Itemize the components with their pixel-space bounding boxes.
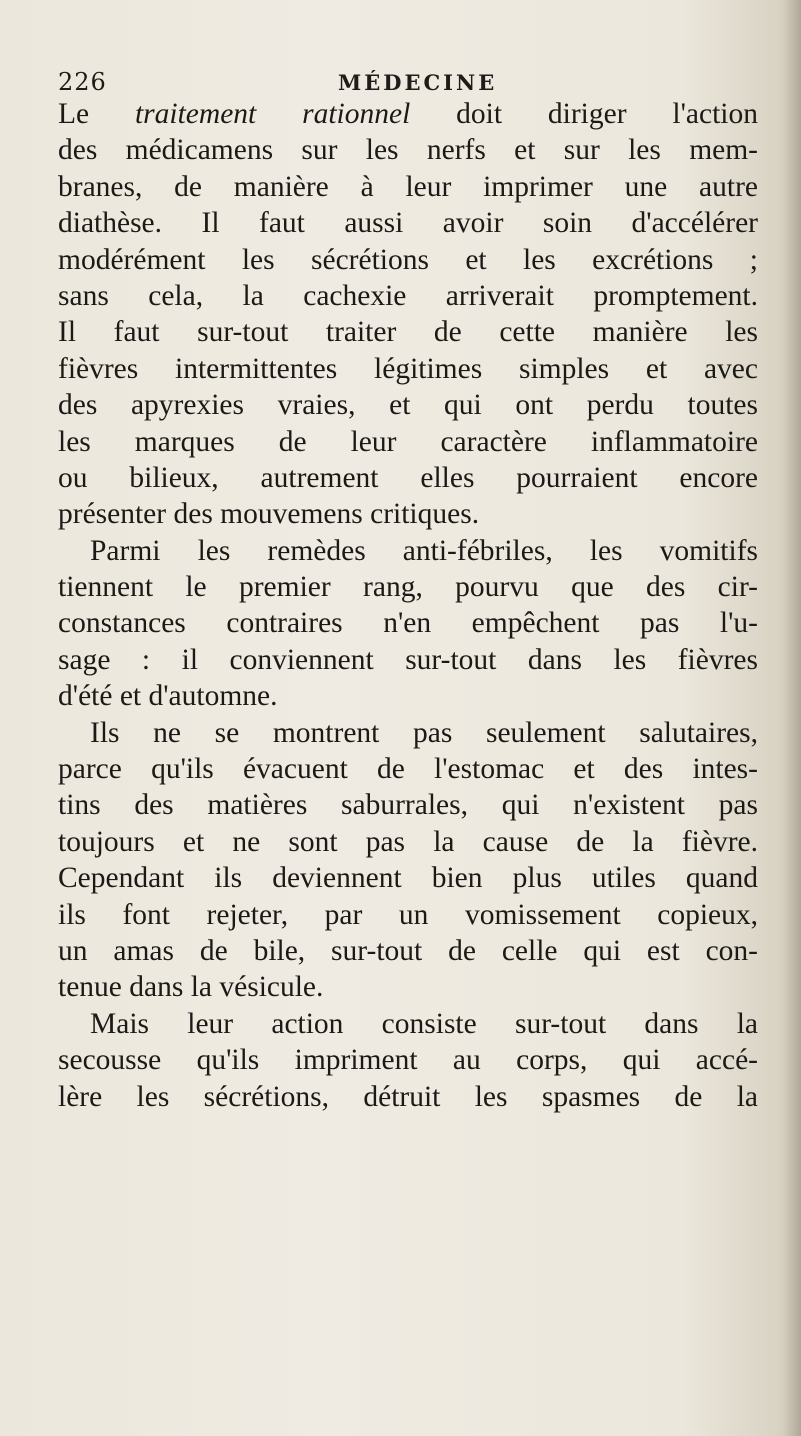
- text-line: des médicamens sur les nerfs et sur les mem-: [58, 134, 758, 167]
- text-line: les marques de leur caractère inflammatoire: [58, 425, 758, 458]
- text-line: branes, de manière à leur imprimer une autre: [58, 170, 758, 203]
- text-line: Mais leur action consiste sur-tout dans la: [90, 1007, 758, 1040]
- text-line: fièvres intermittentes légitimes simples et avec: [58, 352, 758, 385]
- text-line: constances contraires n'en empêchent pas l'u-: [58, 607, 758, 640]
- text-line: ou bilieux, autrement elles pourraient encore: [58, 461, 758, 494]
- text-line: Ils ne se montrent pas seulement salutaires,: [90, 716, 758, 749]
- text-line: tenue dans la vésicule.: [58, 971, 324, 1004]
- text-line: diathèse. Il faut aussi avoir soin d'accélérer: [58, 207, 758, 240]
- text-line: [58, 96, 758, 132]
- text-line: lère les sécrétions, détruit les spasmes de la: [58, 1080, 758, 1113]
- italic-phrase: traitement rationnel: [134, 98, 411, 130]
- text-line: des apyrexies vraies, et qui ont perdu toutes: [58, 389, 758, 422]
- text-line: secousse qu'ils impriment au corps, qui accé-: [58, 1044, 758, 1077]
- text-line: présenter des mouvemens critiques.: [58, 498, 480, 531]
- text-line: sans cela, la cachexie arriverait promptement.: [58, 279, 758, 312]
- page-number: 226: [58, 68, 107, 96]
- running-title: MÉDECINE: [338, 70, 498, 95]
- text-line-start: Le: [58, 98, 135, 130]
- text-line: tins des matières saburrales, qui n'existent pas: [58, 789, 758, 822]
- text-line: sage : il conviennent sur-tout dans les fièvres: [58, 643, 758, 676]
- text-line: Parmi les remèdes anti-fébriles, les vomitifs: [90, 534, 758, 567]
- page-edge-shadow: [783, 0, 801, 1436]
- text-line: parce qu'ils évacuent de l'estomac et des intes-: [58, 753, 758, 786]
- text-line: tiennent le premier rang, pourvu que des cir-: [58, 571, 758, 604]
- text-line: ils font rejeter, par un vomissement copieux,: [58, 898, 758, 931]
- text-line-end: doit diriger l'action: [410, 98, 758, 130]
- body-text: [58, 96, 758, 1115]
- text-line: modérément les sécrétions et les excrétions ;: [58, 243, 758, 276]
- text-line: Il faut sur-tout traiter de cette manière les: [58, 316, 758, 349]
- text-line: d'été et d'automne.: [58, 680, 278, 713]
- text-line: toujours et ne sont pas la cause de la fièvre.: [58, 825, 758, 858]
- text-line: un amas de bile, sur-tout de celle qui est con-: [58, 934, 758, 967]
- text-line: Cependant ils deviennent bien plus utiles quand: [58, 862, 758, 895]
